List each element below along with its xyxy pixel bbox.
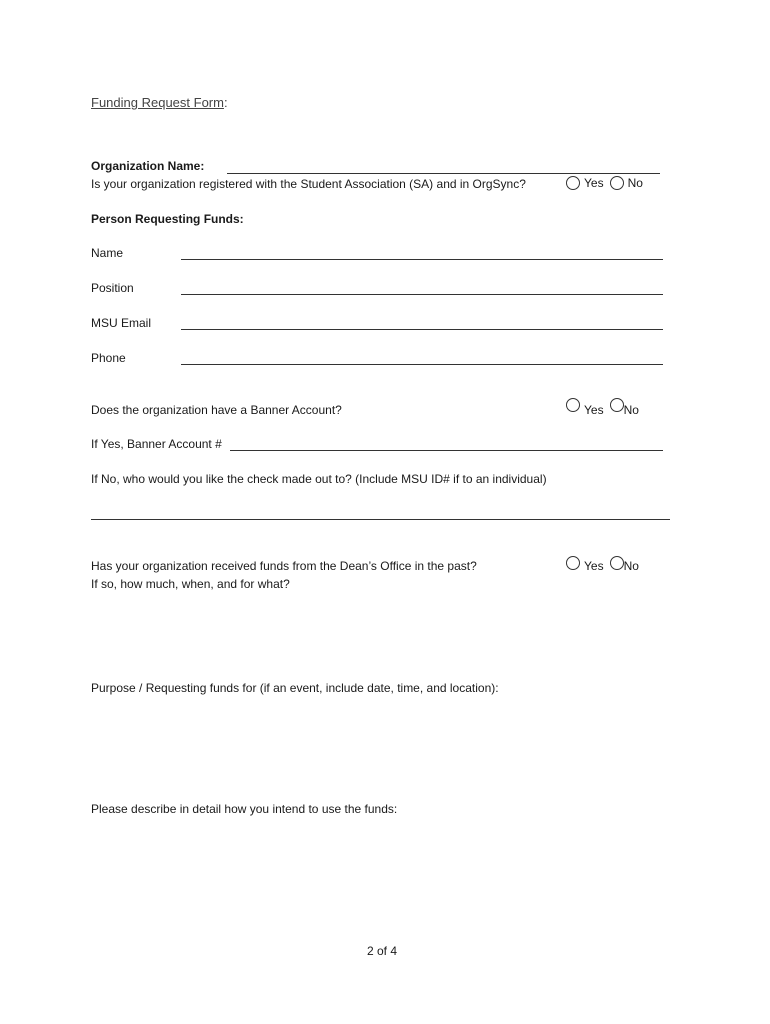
form-title-colon: : (223, 95, 228, 110)
banner-no-radio[interactable] (610, 398, 624, 412)
phone-field[interactable] (181, 364, 663, 365)
position-field[interactable] (181, 294, 663, 295)
registered-no-radio[interactable] (610, 176, 624, 190)
position-label: Position (91, 281, 134, 295)
check-payee-field[interactable] (91, 519, 670, 520)
dean-radio-group (566, 556, 645, 573)
banner-yes-label: Yes (584, 403, 604, 417)
name-field[interactable] (181, 259, 663, 260)
dean-no-label: No (623, 559, 639, 573)
check-question: If No, who would you like the check made out to? (Include MSU ID# if to an individual) (91, 472, 547, 486)
banner-account-label: If Yes, Banner Account # (91, 437, 222, 451)
dean-yes-radio[interactable] (566, 556, 580, 570)
purpose-label: Purpose / Requesting funds for (if an event, include date, time, and location): (91, 681, 499, 695)
registered-yes-radio[interactable] (566, 176, 580, 190)
registered-radio-group (566, 176, 649, 190)
org-name-label: Organization Name: (91, 159, 205, 173)
dean-yes-label: Yes (584, 559, 604, 573)
banner-yes-radio[interactable] (566, 398, 580, 412)
form-title-text: Funding Request Form (91, 95, 224, 110)
page-number: 2 of 4 (367, 944, 398, 958)
dean-no-radio[interactable] (610, 556, 624, 570)
registered-no-label: No (627, 176, 643, 190)
person-requesting-label: Person Requesting Funds: (91, 212, 244, 226)
banner-question: Does the organization have a Banner Account? (91, 403, 342, 417)
registered-yes-label: Yes (584, 176, 604, 190)
name-label: Name (91, 246, 124, 260)
dean-question-line2: If so, how much, when, and for what? (91, 577, 290, 591)
banner-no-label: No (623, 403, 639, 417)
registered-question: Is your organization registered with the Student Association (SA) and in OrgSync? (91, 177, 526, 191)
banner-account-field[interactable] (230, 450, 663, 451)
banner-radio-group (566, 398, 645, 417)
dean-question-line1: Has your organization received funds from the Dean’s Office in the past? (91, 559, 477, 573)
form-title (91, 95, 228, 110)
msu-email-label: MSU Email (91, 316, 152, 330)
msu-email-field[interactable] (181, 329, 663, 330)
describe-label: Please describe in detail how you intend to use the funds: (91, 802, 398, 816)
org-name-field[interactable] (227, 173, 660, 174)
phone-label: Phone (91, 351, 126, 365)
